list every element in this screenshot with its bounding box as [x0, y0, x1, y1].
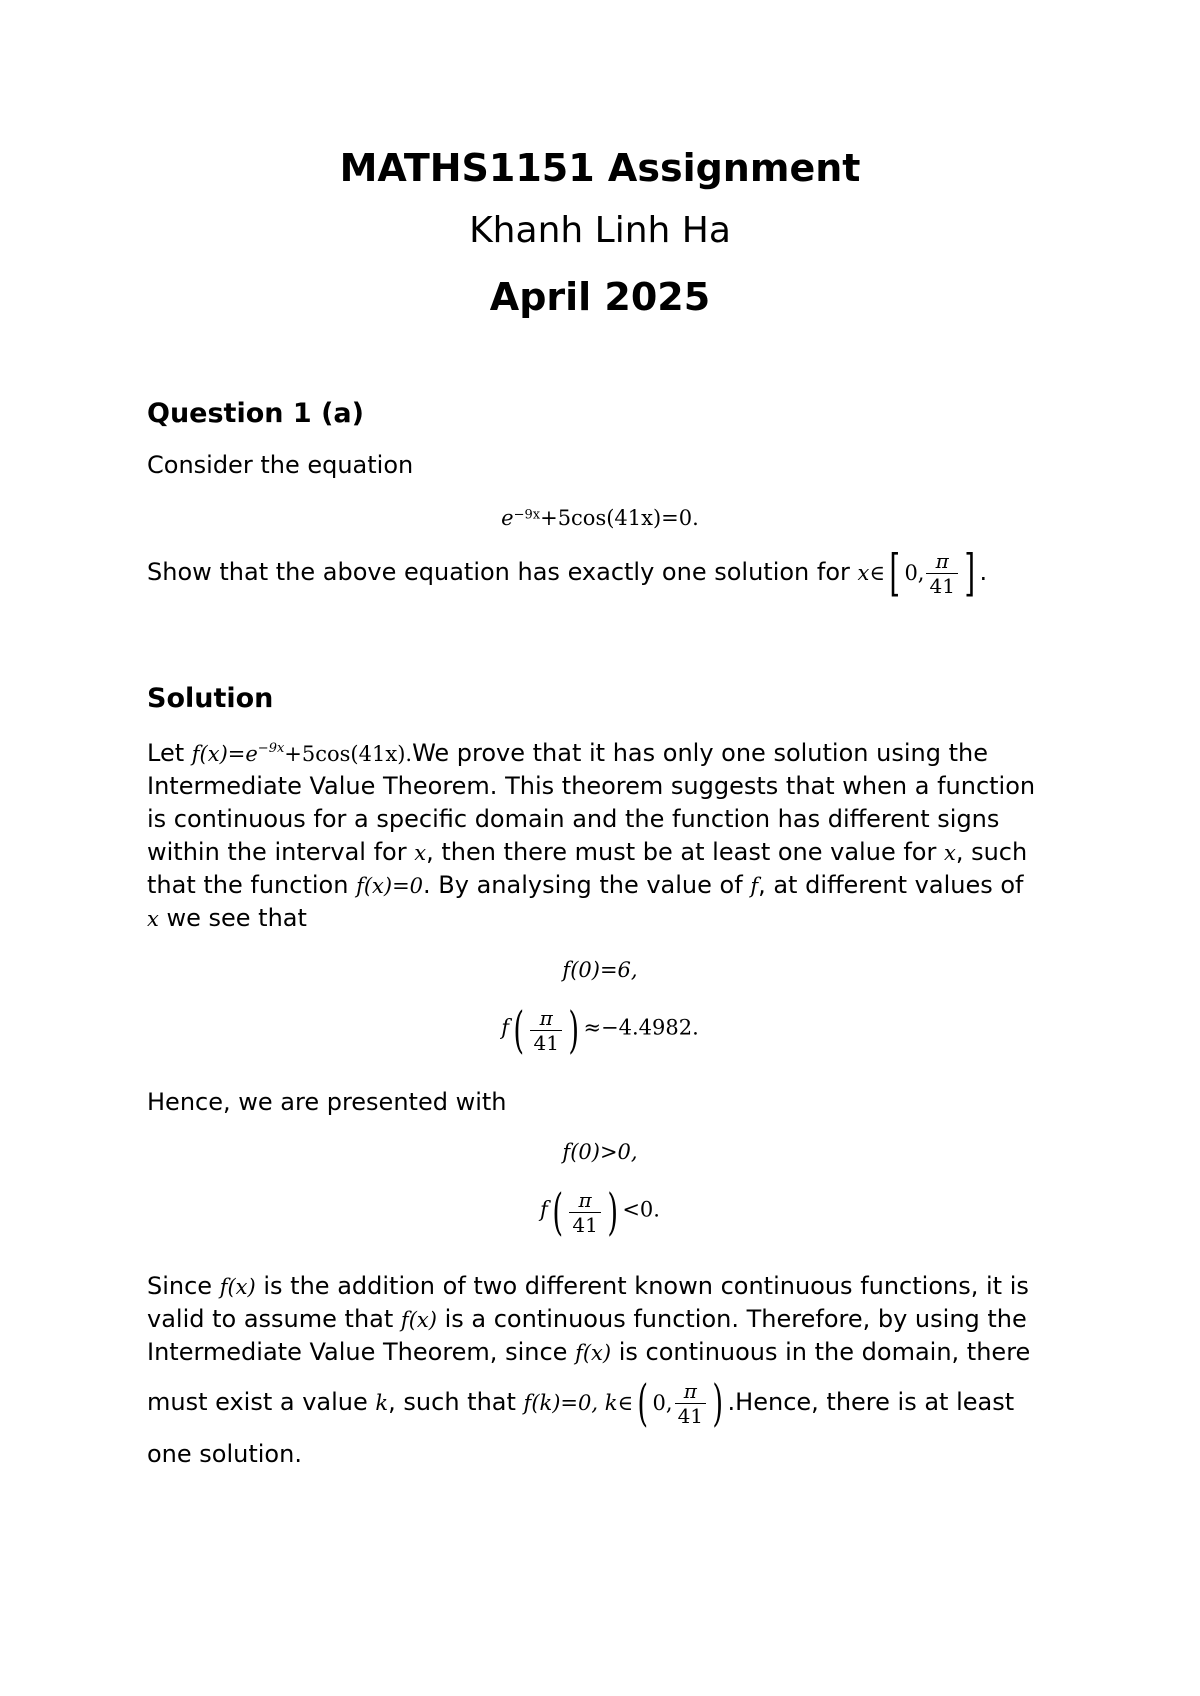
ineq-numerator: π	[569, 1188, 600, 1213]
eq-exponent: −9x	[513, 507, 541, 523]
conclusion-line-5: one solution.	[147, 1440, 302, 1468]
var-x: x	[414, 841, 427, 865]
ineq-f: f	[540, 1197, 548, 1222]
inequality-1	[0, 1140, 1200, 1164]
eval-numerator: π	[530, 1006, 561, 1031]
solution-line-5	[147, 871, 1023, 899]
conclusion-line-3	[147, 1338, 1030, 1366]
right-paren: )	[607, 1183, 618, 1241]
right-paren: )	[568, 1001, 580, 1059]
interval-denominator: 41	[929, 573, 955, 598]
interval-numerator: π	[926, 549, 957, 574]
interval-denominator: 41	[677, 1403, 704, 1428]
fx-equals-zero: f(x)=0	[356, 874, 424, 898]
interval-fraction	[675, 1379, 706, 1428]
eq-base: e	[501, 506, 514, 530]
evaluation-2	[0, 1001, 1200, 1059]
line-5-a: that the function	[147, 871, 349, 899]
equation	[0, 506, 1200, 530]
c1-a: Since	[147, 1272, 213, 1300]
var-f: f	[750, 874, 759, 898]
var-x: x	[147, 907, 159, 931]
solution-heading: Solution	[147, 683, 274, 714]
eval-approx: ≈−4.4982.	[583, 1015, 699, 1040]
show-line	[147, 544, 988, 602]
interval-zero: 0,	[652, 1391, 673, 1415]
c1-b: is the addition of two different known continuous functions, it is	[263, 1272, 1029, 1300]
document-title: MATHS1151 Assignment	[339, 146, 861, 190]
interval-left-bracket: [	[889, 544, 901, 602]
interval-var: x∈	[857, 561, 885, 585]
function-exponent: −9x	[257, 741, 285, 756]
fx: f(x)	[575, 1341, 612, 1365]
line-4-b: , then there must be at least one value for	[426, 838, 937, 866]
function-definition: f(x)=e	[191, 742, 258, 766]
line-4-a: within the interval for	[147, 838, 407, 866]
left-paren: (	[637, 1374, 649, 1432]
solution-line-2: Intermediate Value Theorem. This theorem suggests that when a function	[147, 772, 1036, 800]
var-x: x	[943, 841, 956, 865]
conclusion-line-1	[147, 1272, 1029, 1300]
c4-b: , such that	[388, 1388, 516, 1416]
line-6-text: we see that	[158, 904, 307, 932]
eq-rest: +5cos(41x)=0.	[540, 506, 699, 530]
solution-line-1	[147, 739, 988, 767]
ineq-rest: <0.	[622, 1197, 660, 1222]
fk-equals-zero: f(k)=0, k∈	[523, 1391, 634, 1415]
show-text: Show that the above equation has exactly one solution for	[147, 558, 850, 586]
interval-end: .	[979, 558, 988, 586]
ineq-fraction	[569, 1188, 600, 1237]
line-4-c: , such	[955, 838, 1028, 866]
c4-c: .Hence, there is at least	[727, 1388, 1015, 1416]
fx: f(x)	[400, 1308, 437, 1332]
evaluation-1	[0, 958, 1200, 982]
c2-b: is a continuous function. Therefore, by using the	[444, 1305, 1027, 1333]
interval-right-bracket: ]	[964, 544, 976, 602]
fx: f(x)	[219, 1275, 256, 1299]
ineq-f-zero: f(0)>0,	[562, 1140, 638, 1164]
author-name: Khanh Linh Ha	[469, 210, 731, 251]
conclusion-line-2	[147, 1305, 1027, 1333]
let-word: Let	[147, 739, 185, 767]
line-5-c: , at different values of	[758, 871, 1024, 899]
eval-fraction	[530, 1006, 561, 1055]
question-heading: Question 1 (a)	[147, 398, 364, 429]
interval-zero: 0,	[904, 561, 925, 585]
c2-a: valid to assume that	[147, 1305, 394, 1333]
interval-fraction	[926, 549, 957, 598]
c4-a: must exist a value	[147, 1388, 368, 1416]
left-paren: (	[552, 1183, 563, 1241]
solution-line-6	[147, 904, 307, 932]
hence-line: Hence, we are presented with	[147, 1088, 507, 1116]
eval-denominator: 41	[533, 1030, 559, 1055]
c3-b: is continuous in the domain, there	[618, 1338, 1031, 1366]
interval-numerator: π	[675, 1379, 706, 1404]
conclusion-line-4	[147, 1374, 1015, 1432]
inequality-2	[0, 1183, 1200, 1241]
question-intro: Consider the equation	[147, 451, 414, 479]
eval-f-zero: f(0)=6,	[562, 958, 638, 982]
line-1-text: We prove that it has only one solution using the	[412, 739, 988, 767]
line-5-b: . By analysing the value of	[423, 871, 743, 899]
solution-line-3: is continuous for a specific domain and the function has different signs	[147, 805, 1000, 833]
function-definition-rest: +5cos(41x).	[284, 742, 413, 766]
eval-f: f	[501, 1015, 509, 1040]
left-paren: (	[513, 1001, 525, 1059]
document-date: April 2025	[489, 275, 711, 319]
right-paren: )	[712, 1374, 724, 1432]
solution-line-4	[147, 838, 1027, 866]
ineq-denominator: 41	[572, 1212, 598, 1237]
c3-a: Intermediate Value Theorem, since	[147, 1338, 568, 1366]
var-k: k	[375, 1391, 389, 1415]
